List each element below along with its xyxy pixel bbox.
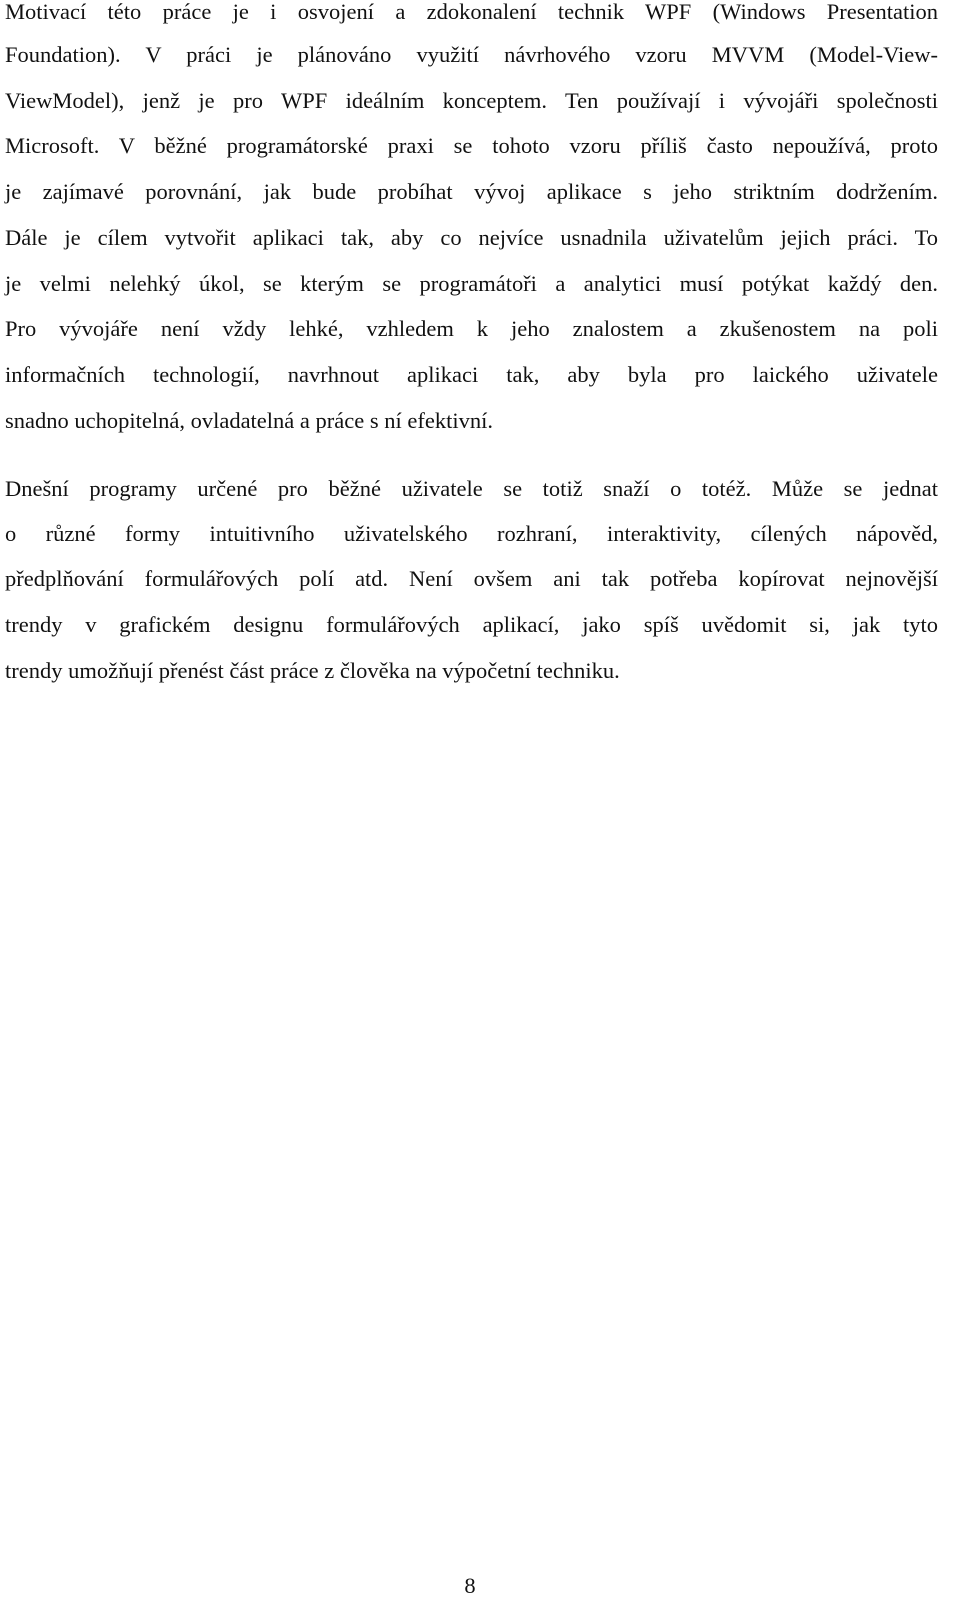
text-line: ViewModel), jenž je pro WPF ideálním konceptem. Ten používají i vývojáři společnosti	[5, 88, 938, 113]
text-line: Microsoft. V běžné programátorské praxi se tohoto vzoru příliš často nepoužívá, proto	[5, 133, 938, 158]
text-line: Motivací této práce je i osvojení a zdokonalení technik WPF (Windows Presentation	[5, 0, 938, 24]
text-line: Pro vývojáře není vždy lehké, vzhledem k jeho znalostem a zkušenostem na poli	[5, 316, 938, 341]
text-line: předplňování formulářových polí atd. Není ovšem ani tak potřeba kopírovat nejnovější	[5, 566, 938, 591]
text-line: Foundation). V práci je plánováno využití návrhového vzoru MVVM (Model-View-	[5, 42, 938, 67]
text-line: trendy umožňují přenést část práce z člověka na výpočetní techniku.	[5, 658, 620, 683]
text-line: je velmi nelehký úkol, se kterým se programátoři a analytici musí potýkat každý den.	[5, 271, 938, 296]
text-line: informačních technologií, navrhnout aplikaci tak, aby byla pro laického uživatele	[5, 362, 938, 387]
text-line: snadno uchopitelná, ovladatelná a práce s ní efektivní.	[5, 408, 493, 433]
text-line: je zajímavé porovnání, jak bude probíhat vývoj aplikace s jeho striktním dodržením.	[5, 179, 938, 204]
page-number: 8	[464, 1573, 476, 1598]
text-line: Dnešní programy určené pro běžné uživatele se totiž snaží o totéž. Může se jednat	[5, 476, 938, 501]
text-line: o různé formy intuitivního uživatelského rozhraní, interaktivity, cílených nápověd,	[5, 521, 938, 546]
text-line: Dále je cílem vytvořit aplikaci tak, aby co nejvíce usnadnila uživatelům jejich práci. To	[5, 225, 938, 250]
text-line: trendy v grafickém designu formulářových aplikací, jako spíš uvědomit si, jak tyto	[5, 612, 938, 637]
